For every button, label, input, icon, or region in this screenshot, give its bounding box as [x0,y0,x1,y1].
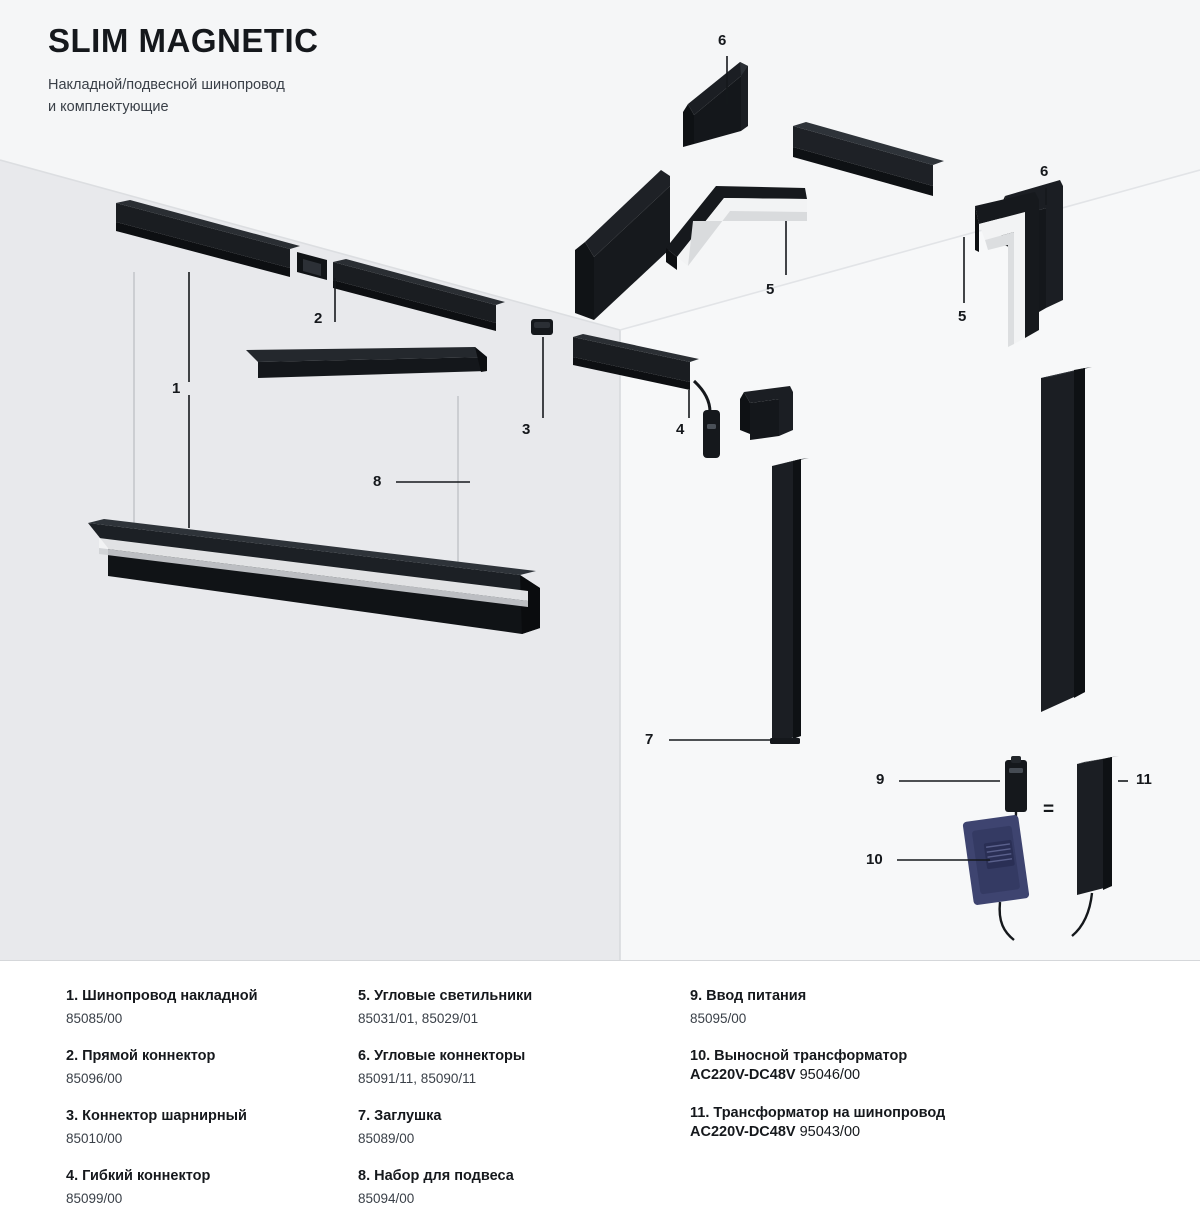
legend-item-10-code: 95046/00 [799,1067,861,1083]
legend-item-11 [690,1104,1130,1142]
callout-11: 11 [1136,771,1152,788]
callout-9: 9 [876,771,885,788]
legend-item-11-voltage: AC220V-DC48V [690,1124,796,1140]
callout-8: 8 [373,473,382,490]
legend-column-2 [358,987,690,1227]
connector-corner-mid [740,386,793,440]
callout-equals: = [1043,799,1055,820]
connector-hinged [531,319,553,335]
legend-item-2 [66,1047,358,1088]
legend-item-11-title: 11. Трансформатор на шинопровод [690,1105,946,1121]
legend-column-1 [0,987,358,1227]
page-title: SLIM MAGNETIC [48,22,319,59]
legend-item-10-voltage: AC220V-DC48V [690,1067,796,1083]
legend-panel [0,960,1200,1206]
legend-item-3 [66,1107,358,1148]
page-subtitle: Накладной/подвесной шинопровод и комплектующие [48,77,285,115]
legend-item-6-title: 6. Угловые коннекторы [358,1048,526,1064]
legend-item-2-code: 85096/00 [66,1071,123,1086]
legend-item-3-code: 85010/00 [66,1131,123,1146]
legend-item-10 [690,1047,1130,1085]
legend-item-9-title: 9. Ввод питания [690,988,807,1004]
legend-item-1-title: 1. Шинопровод накладной [66,988,258,1004]
legend-item-3-title: 3. Коннектор шарнирный [66,1108,247,1124]
legend-item-8-title: 8. Набор для подвеса [358,1168,514,1184]
callout-4: 4 [676,421,685,438]
legend-item-4-title: 4. Гибкий коннектор [66,1168,211,1184]
callout-6a: 6 [718,32,727,49]
legend-item-11-code: 95043/00 [799,1124,861,1140]
callout-5a: 5 [766,281,775,298]
legend-item-8 [358,1167,690,1208]
legend-item-10-subtitle [690,1066,1130,1085]
legend-item-2-title: 2. Прямой коннектор [66,1048,216,1064]
legend-item-11-subtitle [690,1123,1130,1142]
legend-item-7 [358,1107,690,1148]
legend-item-8-code: 85094/00 [358,1191,415,1206]
title-block [48,22,318,118]
legend-item-6 [358,1047,690,1088]
legend-item-7-code: 85089/00 [358,1131,415,1146]
legend-item-1 [66,987,358,1028]
callout-5b: 5 [958,308,967,325]
callout-6b: 6 [1040,163,1049,180]
legend-item-5-title: 5. Угловые светильники [358,988,533,1004]
legend-item-7-title: 7. Заглушка [358,1108,442,1124]
callout-7: 7 [645,731,654,748]
legend-item-4 [66,1167,358,1208]
legend-item-1-code: 85085/00 [66,1011,123,1026]
callout-2: 2 [314,310,323,327]
legend-item-6-code: 85091/11, 85090/11 [358,1071,477,1086]
legend-item-4-code: 85099/00 [66,1191,123,1206]
legend-item-9 [690,987,1130,1028]
legend-item-10-title: 10. Выносной трансформатор [690,1048,908,1064]
callout-3: 3 [522,421,531,438]
legend-item-5 [358,987,690,1028]
track-wall-right-vertical [1041,367,1092,712]
end-cap [770,738,800,744]
legend-item-5-code: 85031/01, 85029/01 [358,1011,479,1026]
callout-10: 10 [866,851,883,868]
legend-item-9-code: 85095/00 [690,1011,747,1026]
callout-1: 1 [172,380,181,397]
legend-column-3 [690,987,1130,1227]
